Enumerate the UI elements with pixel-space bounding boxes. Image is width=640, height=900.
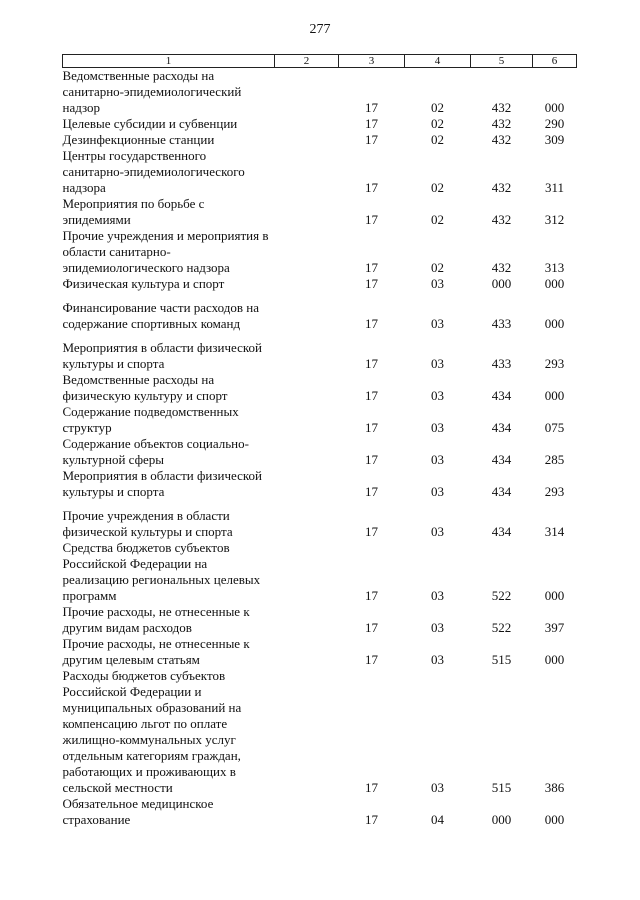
table-row [63, 500, 577, 540]
cell-col-4: 03 [431, 420, 444, 435]
cell-col-5: 433 [491, 316, 512, 331]
cell-col-4: 03 [431, 588, 444, 603]
header-row [63, 55, 577, 68]
row-name: Мероприятия в области физической культуры и спорта [62, 468, 263, 499]
cell-col-6: 000 [544, 100, 565, 115]
row-name: Обязательное медицинское страхование [62, 796, 214, 827]
cell-col-3: 17 [365, 116, 378, 131]
cell-col-6: 000 [544, 316, 565, 331]
column-header-5: 5 [471, 55, 533, 68]
cell-col-5: 434 [491, 420, 512, 435]
cell-col-4: 02 [431, 116, 444, 131]
cell-col-5: 522 [491, 588, 512, 603]
table-row [63, 292, 577, 332]
cell-col-3: 17 [365, 100, 378, 115]
cell-col-2 [275, 132, 339, 148]
cell-col-3: 17 [365, 180, 378, 195]
cell-col-2 [275, 796, 339, 828]
cell-col-4: 02 [431, 180, 444, 195]
table-row [63, 540, 577, 604]
table-row [63, 276, 577, 292]
table-row [63, 636, 577, 668]
cell-col-2 [275, 404, 339, 436]
cell-col-2 [275, 500, 339, 540]
cell-col-4: 03 [431, 356, 444, 371]
cell-col-5: 432 [491, 116, 512, 131]
column-header-3: 3 [339, 55, 405, 68]
row-name: Ведомственные расходы на санитарно-эпидемиологический надзор [62, 68, 242, 115]
cell-col-5: 433 [491, 356, 512, 371]
cell-col-2 [275, 668, 339, 796]
row-name: Содержание объектов социально-культурной сферы [62, 436, 249, 467]
cell-col-6: 000 [544, 812, 565, 827]
cell-col-2 [275, 332, 339, 372]
cell-col-5: 432 [491, 180, 512, 195]
cell-col-5: 515 [491, 780, 512, 795]
row-name: Целевые субсидии и субвенции [62, 116, 238, 131]
cell-col-2 [275, 372, 339, 404]
cell-col-5: 434 [491, 388, 512, 403]
cell-col-2 [275, 196, 339, 228]
row-name: Физическая культура и спорт [62, 276, 225, 291]
table-row [63, 228, 577, 276]
cell-col-6: 000 [544, 588, 565, 603]
cell-col-2 [275, 636, 339, 668]
row-name: Прочие расходы, не отнесенные к другим видам расходов [62, 604, 250, 635]
table-row [63, 404, 577, 436]
cell-col-5: 000 [491, 812, 512, 827]
table-row [63, 332, 577, 372]
cell-col-3: 17 [365, 524, 378, 539]
row-name: Средства бюджетов субъектов Российской Федерации на реализацию региональных целевых программ [62, 540, 261, 603]
cell-col-2 [275, 540, 339, 604]
table-row [63, 116, 577, 132]
cell-col-4: 03 [431, 620, 444, 635]
cell-col-4: 03 [431, 276, 444, 291]
cell-col-6: 290 [544, 116, 565, 131]
cell-col-3: 17 [365, 260, 378, 275]
cell-col-6: 314 [544, 524, 565, 539]
page-number: 277 [309, 22, 331, 37]
cell-col-4: 03 [431, 652, 444, 667]
cell-col-4: 03 [431, 316, 444, 331]
cell-col-4: 02 [431, 212, 444, 227]
table-row [63, 668, 577, 796]
cell-col-6: 075 [544, 420, 565, 435]
cell-col-6: 397 [544, 620, 565, 635]
cell-col-3: 17 [365, 812, 378, 827]
cell-col-4: 03 [431, 388, 444, 403]
row-name: Прочие учреждения и мероприятия в области санитарно-эпидемиологического надзора [62, 228, 269, 275]
cell-col-4: 04 [431, 812, 444, 827]
cell-col-3: 17 [365, 316, 378, 331]
table-row [63, 132, 577, 148]
cell-col-5: 434 [491, 452, 512, 467]
row-name: Ведомственные расходы на физическую культуру и спорт [62, 372, 228, 403]
table-row [63, 468, 577, 500]
cell-col-3: 17 [365, 652, 378, 667]
row-name: Мероприятия по борьбе с эпидемиями [62, 196, 205, 227]
cell-col-6: 312 [544, 212, 565, 227]
cell-col-3: 17 [365, 212, 378, 227]
cell-col-2 [275, 436, 339, 468]
cell-col-5: 432 [491, 100, 512, 115]
cell-col-4: 02 [431, 132, 444, 147]
cell-col-2 [275, 68, 339, 117]
row-name: Мероприятия в области физической культуры и спорта [62, 340, 263, 371]
cell-col-6: 309 [544, 132, 565, 147]
cell-col-5: 515 [491, 652, 512, 667]
cell-col-4: 03 [431, 780, 444, 795]
row-name: Центры государственного санитарно-эпидемиологического надзора [62, 148, 245, 195]
cell-col-6: 285 [544, 452, 565, 467]
cell-col-5: 432 [491, 260, 512, 275]
cell-col-4: 03 [431, 524, 444, 539]
row-name: Финансирование части расходов на содержание спортивных команд [62, 300, 260, 331]
cell-col-3: 17 [365, 132, 378, 147]
row-name: Расходы бюджетов субъектов Российской Федерации и муниципальных образований на компенсацию льгот по оплате жилищно-коммунальных услуг отдельным категориям граждан, работающих и проживающих в сельской местности [62, 668, 242, 795]
cell-col-4: 02 [431, 100, 444, 115]
cell-col-3: 17 [365, 588, 378, 603]
cell-col-2 [275, 148, 339, 196]
cell-col-2 [275, 116, 339, 132]
cell-col-2 [275, 228, 339, 276]
table-row [63, 372, 577, 404]
row-name: Прочие учреждения в области физической культуры и спорта [62, 508, 233, 539]
cell-col-3: 17 [365, 276, 378, 291]
cell-col-4: 02 [431, 260, 444, 275]
cell-col-3: 17 [365, 356, 378, 371]
cell-col-2 [275, 468, 339, 500]
cell-col-5: 432 [491, 212, 512, 227]
cell-col-2 [275, 604, 339, 636]
row-name: Прочие расходы, не отнесенные к другим целевым статьям [62, 636, 250, 667]
cell-col-6: 386 [544, 780, 565, 795]
column-header-2: 2 [275, 55, 339, 68]
table-row [63, 148, 577, 196]
cell-col-6: 293 [544, 356, 565, 371]
cell-col-6: 293 [544, 484, 565, 499]
cell-col-2 [275, 276, 339, 292]
cell-col-5: 434 [491, 524, 512, 539]
table-body [63, 68, 577, 829]
cell-col-4: 03 [431, 452, 444, 467]
column-header-1: 1 [63, 55, 275, 68]
cell-col-5: 432 [491, 132, 512, 147]
cell-col-3: 17 [365, 452, 378, 467]
cell-col-5: 000 [491, 276, 512, 291]
table-row [63, 604, 577, 636]
column-header-4: 4 [405, 55, 471, 68]
cell-col-2 [275, 292, 339, 332]
cell-col-6: 313 [544, 260, 565, 275]
table-row [63, 68, 577, 117]
row-name: Дезинфекционные станции [62, 132, 215, 147]
cell-col-3: 17 [365, 388, 378, 403]
cell-col-4: 03 [431, 484, 444, 499]
budget-table [62, 54, 577, 828]
column-header-6: 6 [533, 55, 577, 68]
cell-col-3: 17 [365, 420, 378, 435]
row-name: Содержание подведомственных структур [62, 404, 239, 435]
cell-col-5: 434 [491, 484, 512, 499]
cell-col-6: 311 [544, 180, 565, 195]
cell-col-6: 000 [544, 652, 565, 667]
cell-col-3: 17 [365, 484, 378, 499]
cell-col-3: 17 [365, 620, 378, 635]
cell-col-5: 522 [491, 620, 512, 635]
table-row [63, 796, 577, 828]
table-row [63, 196, 577, 228]
cell-col-3: 17 [365, 780, 378, 795]
cell-col-6: 000 [544, 388, 565, 403]
cell-col-6: 000 [544, 276, 565, 291]
table-row [63, 436, 577, 468]
